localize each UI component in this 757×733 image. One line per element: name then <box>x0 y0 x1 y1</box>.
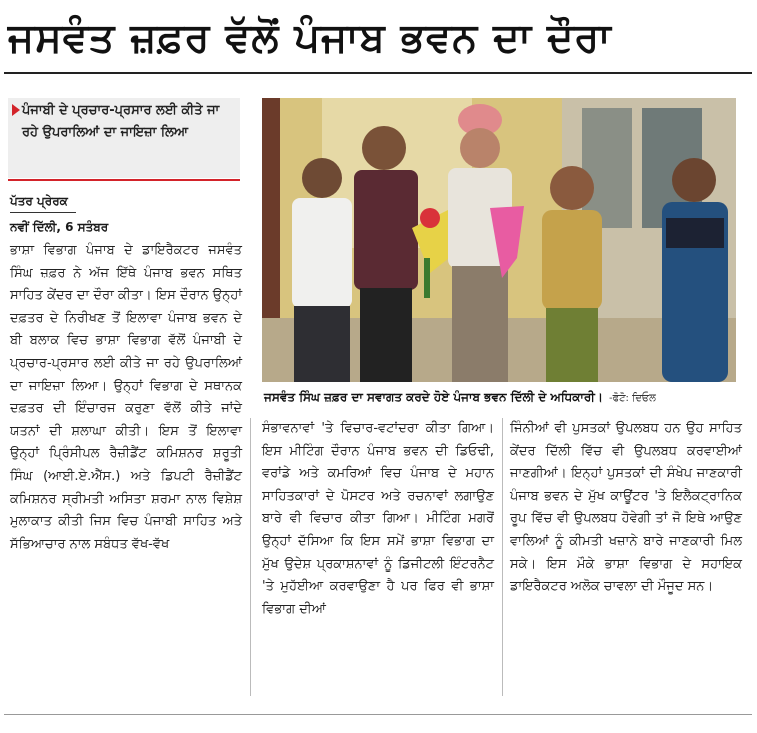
article-column-2: ਸੰਭਾਵਨਾਵਾਂ 'ਤੇ ਵਿਚਾਰ-ਵਟਾਂਦਰਾ ਕੀਤਾ ਗਿਆ। ਇਸ ਮੀਟਿੰਗ ਦੌਰਾਨ ਪੰਜਾਬ ਭਵਨ ਦੀ ਡਿਓਢੀ, ਵਰਾਂਡੇ ਅਤੇ ਕਮਰਿਆਂ ਵਿਚ ਪੰਜਾਬ ਦੇ ਮਹਾਨ ਸਾਹਿਤਕਾਰਾਂ ਦੇ ਪੋਸਟਰ ਅਤੇ ਰਚਨਾਵਾਂ ਲਗਾਉਣ ਬਾਰੇ ਵੀ ਵਿਚਾਰ ਕੀਤਾ ਗਿਆ। ਮੀਟਿੰਗ ਮਗਰੋਂ ਉਨ੍ਹਾਂ ਦੱਸਿਆ ਕਿ ਇਸ ਸਮੇਂ ਭਾਸ਼ਾ ਵਿਭਾਗ ਦਾ ਮੁੱਖ ਉਦੇਸ਼ ਪ੍ਰਕਾਸ਼ਨਾਵਾਂ ਨੂੰ ਡਿਜੀਟਲੀ ਇੰਟਰਨੈਟ 'ਤੇ ਮੁਹੱਈਆ ਕਰਵਾਉਣਾ ਹੈ ਪਰ ਫਿਰ ਵੀ ਭਾਸ਼ਾ ਵਿਭਾਗ ਦੀਆਂ <box>262 421 494 617</box>
news-photo <box>262 98 736 382</box>
photo-caption <box>264 390 738 405</box>
column-divider <box>502 418 503 696</box>
photo-credit: -ਫੋਟੋ: ਦਿਓਲ <box>609 393 656 404</box>
subheadline-rule <box>8 179 240 181</box>
article-column-3: ਜਿੰਨੀਆਂ ਵੀ ਪੁਸਤਕਾਂ ਉਪਲਬਧ ਹਨ ਉਹ ਸਾਹਿਤ ਕੇਂਦਰ ਦਿੱਲੀ ਵਿੱਚ ਵੀ ਉਪਲਬਧ ਕਰਵਾਈਆਂ ਜਾਣਗੀਆਂ। ਇਨ੍ਹਾਂ ਪੁਸਤਕਾਂ ਦੀ ਸੰਖੇਪ ਜਾਣਕਾਰੀ ਪੰਜਾਬ ਭਵਨ ਦੇ ਮੁੱਖ ਕਾਊਂਟਰ 'ਤੇ ਇਲੈਕਟ੍ਰਾਨਿਕ ਰੂਪ ਵਿੱਚ ਵੀ ਉਪਲਬਧ ਹੋਵੇਗੀ ਤਾਂ ਜੋ ਇਥੇ ਆਉਣ ਵਾਲਿਆਂ ਨੂੰ ਕੀਮਤੀ ਖਜ਼ਾਨੇ ਬਾਰੇ ਜਾਣਕਾਰੀ ਮਿਲ ਸਕੇ। ਇਸ ਮੌਕੇ ਭਾਸ਼ਾ ਵਿਭਾਗ ਦੇ ਸਹਾਇਕ ਡਾਇਰੈਕਟਰ ਅਲੋਕ ਚਾਵਲਾ ਦੀ ਮੌਜੂਦ ਸਨ। <box>510 421 742 595</box>
byline-rule <box>10 212 76 213</box>
headline-rule <box>4 72 752 74</box>
dateline: ਨਵੀਂ ਦਿੱਲੀ, 6 ਸਤੰਬਰ <box>10 220 109 234</box>
subheadline: ਪੰਜਾਬੀ ਦੇ ਪ੍ਰਚਾਰ-ਪ੍ਰਸਾਰ ਲਈ ਕੀਤੇ ਜਾ ਰਹੇ ਉਪਰਾਲਿਆਂ ਦਾ ਜਾਇਜ਼ਾ ਲਿਆ <box>22 103 220 140</box>
byline: ਪੱਤਰ ਪ੍ਰੇਰਕ <box>10 194 68 208</box>
photo-illustration <box>262 98 736 382</box>
caption-text: ਜਸਵੰਤ ਸਿੰਘ ਜ਼ਫ਼ਰ ਦਾ ਸਵਾਗਤ ਕਰਦੇ ਹੋਏ ਪੰਜਾਬ ਭਵਨ ਦਿੱਲੀ ਦੇ ਅਧਿਕਾਰੀ। <box>264 390 603 404</box>
bottom-rule <box>4 714 752 715</box>
article-column-1: ਭਾਸ਼ਾ ਵਿਭਾਗ ਪੰਜਾਬ ਦੇ ਡਾਇਰੈਕਟਰ ਜਸਵੰਤ ਸਿੰਘ ਜ਼ਫ਼ਰ ਨੇ ਅੱਜ ਇੱਥੇ ਪੰਜਾਬ ਭਵਨ ਸਥਿਤ ਸਾਹਿਤ ਕੇਂਦਰ ਦਾ ਦੌਰਾ ਕੀਤਾ। ਇਸ ਦੌਰਾਨ ਉਨ੍ਹਾਂ ਦਫ਼ਤਰ ਦੇ ਨਿਰੀਖਣ ਤੋਂ ਇਲਾਵਾ ਪੰਜਾਬ ਭਵਨ ਦੇ ਬੀ ਬਲਾਕ ਵਿਚ ਭਾਸ਼ਾ ਵਿਭਾਗ ਵੱਲੋਂ ਪੰਜਾਬੀ ਦੇ ਪ੍ਰਚਾਰ-ਪ੍ਰਸਾਰ ਲਈ ਕੀਤੇ ਜਾ ਰਹੇ ਉਪਰਾਲਿਆਂ ਦਾ ਜਾਇਜ਼ਾ ਲਿਆ। ਉਨ੍ਹਾਂ ਵਿਭਾਗ ਦੇ ਸਥਾਨਕ ਦਫ਼ਤਰ ਦੀ ਇੰਚਾਰਜ ਕਰੁਣਾ ਵੱਲੋਂ ਕੀਤੇ ਜਾਂਦੇ ਯਤਨਾਂ ਦੀ ਸ਼ਲਾਘਾ ਕੀਤੀ। ਇਸ ਤੋਂ ਇਲਾਵਾ ਉਨ੍ਹਾਂ ਪ੍ਰਿੰਸੀਪਲ ਰੈਜ਼ੀਡੈਂਟ ਕਮਿਸ਼ਨਰ ਸ਼ਰੂਤੀ ਸਿੰਘ (ਆਈ.ਏ.ਐੱਸ.) ਅਤੇ ਡਿਪਟੀ ਰੈਜ਼ੀਡੈਂਟ ਕਮਿਸ਼ਨਰ ਸ੍ਰੀਮਤੀ ਅਸਿਤਾ ਸ਼ਰਮਾ ਨਾਲ ਵਿਸ਼ੇਸ਼ ਮੁਲਾਕਾਤ ਕੀਤੀ ਜਿਸ ਵਿਚ ਪੰਜਾਬੀ ਸਾਹਿਤ ਅਤੇ ਸੱਭਿਆਚਾਰ ਨਾਲ ਸਬੰਧਤ ਵੱਖ-ਵੱਖ <box>10 243 242 552</box>
red-triangle-bullet-icon <box>12 104 20 116</box>
column-divider <box>250 418 251 696</box>
headline: ਜਸਵੰਤ ਜ਼ਫ਼ਰ ਵੱਲੋਂ ਪੰਜਾਬ ਭਵਨ ਦਾ ਦੌਰਾ <box>8 15 612 61</box>
